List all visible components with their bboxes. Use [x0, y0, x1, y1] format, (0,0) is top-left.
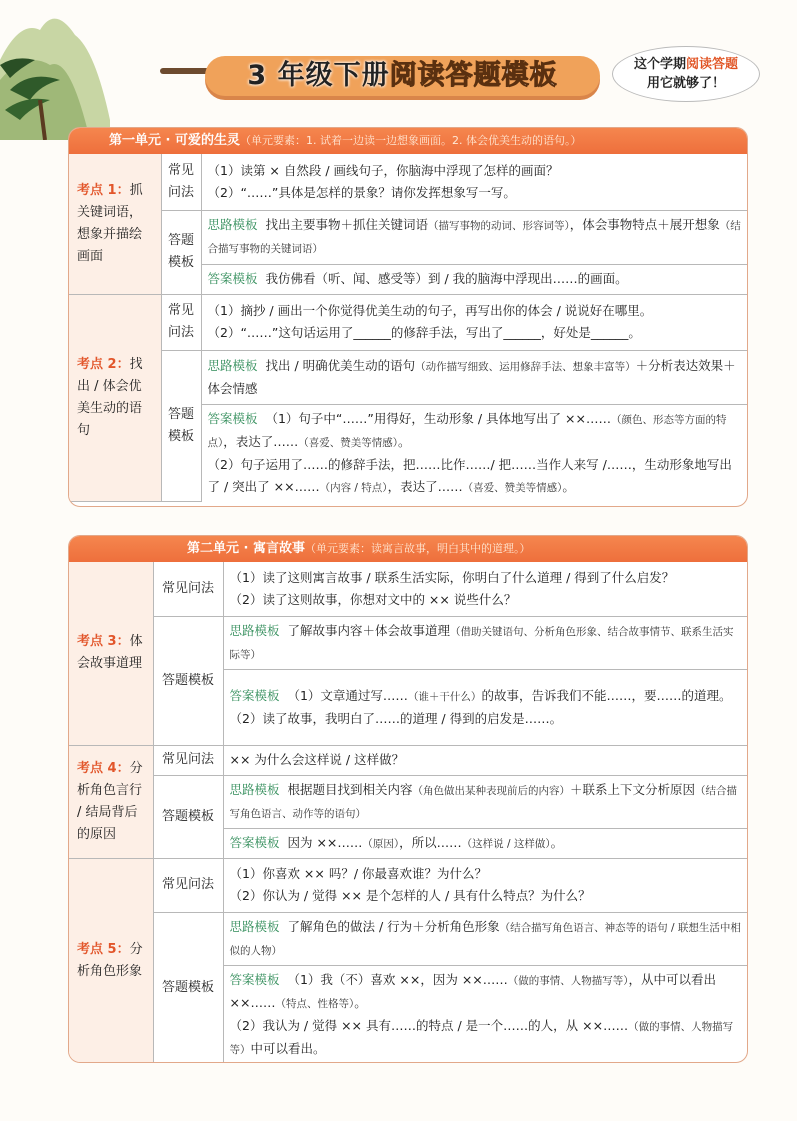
- kp4-label: 考点 4：: [77, 760, 130, 776]
- kp4-idea-text2: ＋联系上下文分析原因: [569, 781, 695, 797]
- kp4-idea-tag: 思路模板: [229, 781, 280, 797]
- unit2-section: [68, 535, 748, 1063]
- kp3-answer-tag: 答案模板: [229, 687, 280, 703]
- kp5-answer1-text2: ，从中可以看出 ××……: [229, 971, 717, 1010]
- bubble-text-a: 这个学期: [633, 57, 686, 72]
- kp3-template-label: 答题模板: [153, 616, 223, 745]
- kp5-answer1-end: 。: [354, 994, 367, 1010]
- kp3-answer1-text2: 的故事，告诉我们不能……，要……的道理。: [481, 687, 732, 703]
- kp2-idea-note: （动作描写细致、运用修辞手法、想象丰富等）: [415, 360, 636, 373]
- page-title: [205, 54, 600, 98]
- kp2-text: 找出 / 体会优美生动的语句: [77, 356, 143, 438]
- kp2-answer-tag: 答案模板: [207, 410, 258, 426]
- kp5-answer2-note: （做的事情、人物描写等）: [229, 1020, 734, 1056]
- kp5-method-1: （1）你喜欢 ×× 吗？/ 你最喜欢谁？为什么？: [229, 866, 488, 881]
- title-topic: 阅读答题模板: [389, 60, 558, 91]
- kp1-method-1: （1）读第 × 自然段 / 画线句子，你脑海中浮现了怎样的画面？: [207, 162, 559, 178]
- kp4-answer-note2: （这样说 / 这样做）: [461, 837, 551, 850]
- kp4-answer-end: 。: [550, 834, 564, 850]
- kp1-idea-note: （描写事物的动词、形容词等）: [427, 220, 570, 232]
- title-grade: 3 年级下册: [247, 60, 390, 91]
- bubble-text-highlight: 阅读答题: [686, 57, 739, 72]
- kp3-methods: [223, 562, 747, 616]
- kp2-idea-text2: ＋分析表达效果＋体会情感: [207, 357, 736, 396]
- kp2-answer1-text: （1）句子中“……”用得好，生动形象 / 具体地写出了 ××……: [265, 410, 611, 426]
- unit1-header: [69, 128, 747, 154]
- kp2-method-label: 常见问法: [161, 294, 201, 350]
- kp2-method-2: （2）“……”这句话运用了______的修辞手法，写出了______，好处是______。: [207, 325, 641, 340]
- kp5-text: 分析角色形象: [77, 941, 143, 979]
- kp5-answer-1: [230, 969, 742, 1015]
- kp1-answer-tag: 答案模板: [207, 271, 258, 286]
- kp1-methods: [201, 154, 747, 210]
- kp1-idea-note2: （结合描写事物的关键词语）: [207, 220, 741, 255]
- kp5-method-2: （2）你认为 / 觉得 ×× 是个怎样的人 / 具有什么特点？为什么？: [229, 888, 591, 903]
- kp3-answer-2: （2）读了故事，我明白了……的道理 / 得到的启发是……。: [229, 710, 563, 726]
- kp3-answer-1: [230, 685, 742, 708]
- kp2-idea-text: 找出 / 明确优美生动的语句: [265, 357, 416, 373]
- kp4-template-label: 答题模板: [153, 775, 223, 858]
- mountain-pine-decoration: [0, 0, 120, 140]
- kp2-answer2-note2: （喜爱、赞美等情感）: [462, 481, 563, 494]
- kp2-answer2-text: （2）句子运用了……的修辞手法，把……比作……/ 把……当作人来写 /……，生动形象地写出了 / 突出了 ××……: [207, 456, 732, 494]
- kp2-method-1: （1）摘抄 / 画出一个你觉得优美生动的句子，再写出你的体会 / 说说好在哪里。: [207, 303, 653, 318]
- kp4-idea: [223, 775, 747, 828]
- kp3-idea-tag: 思路模板: [229, 622, 280, 638]
- kp1-method-label: 常见问法: [161, 154, 201, 210]
- kp5-answer-tag: 答案模板: [229, 971, 280, 987]
- kp1-idea: [201, 210, 747, 264]
- kp3-answer: [223, 669, 747, 745]
- kp2-answer1-note2: （喜爱、赞美等情感）: [298, 436, 399, 449]
- kp5-idea: [223, 912, 747, 965]
- kp3-method-label: 常见问法: [153, 562, 223, 616]
- unit2-header: [69, 536, 747, 562]
- kp5-idea-text: 了解角色的做法 / 行为＋分析角色形象: [287, 918, 500, 934]
- kp1-answer-text: 我仿佛看（听、闻、感受等）到 / 我的脑海中浮现出……的画面。: [265, 271, 628, 286]
- kp5-idea-note: （结合描写角色语言、神态等的语句 / 联想生活中相似的人物）: [229, 921, 741, 957]
- kp3-answer1-note: （谁＋干什么）: [407, 690, 482, 703]
- kp4-idea-text: 根据题目找到相关内容: [287, 781, 413, 797]
- kp5-template-label: 答题模板: [153, 912, 223, 1063]
- kp3-method-1: （1）读了这则寓言故事 / 联系生活实际，你明白了什么道理 / 得到了什么启发？: [229, 569, 675, 585]
- kp4-idea-note: （角色做出某种表现前后的内容）: [412, 784, 570, 797]
- kp4-text: 分析角色言行 / 结局背后的原因: [77, 760, 143, 842]
- speech-bubble: [612, 46, 760, 102]
- kp1-answer: [201, 264, 747, 294]
- kp1-idea-tag: 思路模板: [207, 217, 258, 232]
- kp5-answer2-text: （2）我认为 / 觉得 ×× 具有……的特点 / 是一个……的人，从 ××……: [229, 1017, 629, 1033]
- kp2-answer1-end: 。: [398, 433, 411, 449]
- kp5-answer: [223, 965, 747, 1063]
- kp1-idea-text: 找出主要事物＋抓住关键词语: [265, 217, 428, 232]
- kp5-methods: [223, 858, 747, 912]
- kp1-template-label: 答题模板: [161, 210, 201, 294]
- kp3-answer1-text: （1）文章通过写……: [287, 687, 408, 703]
- kp1-cell: [69, 154, 161, 294]
- kp3-text: 体会故事道理: [77, 634, 143, 672]
- kp1-method-2: （2）“……”具体是怎样的景象？请你发挥想象写一写。: [207, 184, 516, 200]
- kp5-answer1-note: （做的事情、人物描写等）: [507, 974, 629, 987]
- kp5-idea-tag: 思路模板: [229, 918, 280, 934]
- kp2-answer1-text2: ，表达了……: [223, 433, 299, 449]
- kp5-label: 考点 5：: [77, 941, 130, 957]
- unit1-table: [69, 154, 747, 502]
- kp5-answer1-text: （1）我（不）喜欢 ××，因为 ××……: [287, 971, 508, 987]
- kp3-label: 考点 3：: [77, 634, 130, 650]
- kp2-answer-1: [208, 408, 742, 454]
- kp3-cell: [69, 562, 153, 745]
- unit1-section: [68, 127, 748, 507]
- kp3-idea: [223, 616, 747, 669]
- unit1-requirement: （单元要素：1. 试着一边读一边想象画面。2. 体会优美生动的语句。）: [240, 134, 582, 147]
- kp2-answer2-note: （内容 / 特点）: [319, 481, 388, 494]
- unit1-title: 第一单元 · 可爱的生灵: [109, 133, 240, 148]
- kp4-answer-text2: ，所以……: [399, 834, 462, 850]
- kp2-idea-tag: 思路模板: [207, 357, 258, 373]
- kp1-label: 考点 1：: [77, 182, 130, 198]
- bubble-text-line2: 用它就够了！: [646, 76, 725, 91]
- kp5-answer-2: [230, 1015, 742, 1061]
- kp1-idea-text2: ，体会事物特点＋展开想象: [569, 217, 720, 232]
- kp2-answer1-note: （颜色、形态等方面的特点）: [207, 413, 727, 449]
- kp4-cell: [69, 745, 153, 858]
- unit2-table: [69, 562, 747, 1063]
- kp3-idea-text: 了解故事内容＋体会故事道理: [287, 622, 450, 638]
- kp5-method-label: 常见问法: [153, 858, 223, 912]
- kp3-idea-note: （借助关键语句、分析角色形象、结合故事情节、联系生活实际等）: [229, 625, 734, 661]
- kp1-text: 抓关键词语，想象并描绘画面: [77, 182, 143, 264]
- kp4-answer-note: （原因）: [362, 837, 400, 850]
- kp2-methods: [201, 294, 747, 350]
- unit2-title: 第二单元 · 寓言故事: [187, 541, 305, 556]
- kp4-idea-note2: （结合描写角色语言、动作等的语句）: [229, 784, 737, 820]
- kp2-answer2-text2: ，表达了……: [387, 478, 463, 494]
- kp5-answer2-text2: 中可以看出。: [250, 1040, 326, 1056]
- kp2-template-label: 答题模板: [161, 350, 201, 502]
- kp5-answer1-note2: （特点、性格等）: [275, 997, 355, 1010]
- kp4-method-label: 常见问法: [153, 745, 223, 775]
- kp3-method-2: （2）读了这则故事，你想对文中的 ×× 说些什么？: [229, 591, 517, 607]
- kp4-method: ×× 为什么会这样说 / 这样做？: [223, 745, 747, 775]
- kp2-answer2-end: 。: [562, 478, 575, 494]
- kp4-answer-tag: 答案模板: [229, 834, 280, 850]
- kp2-idea: [201, 350, 747, 404]
- kp2-answer: [201, 404, 747, 502]
- kp2-cell: [69, 294, 161, 502]
- kp4-answer: [223, 828, 747, 858]
- kp2-answer-2: [208, 454, 742, 499]
- unit2-requirement: （单元要素：读寓言故事，明白其中的道理。）: [305, 542, 531, 555]
- kp5-cell: [69, 858, 153, 1063]
- kp4-answer-text: 因为 ××……: [287, 834, 363, 850]
- kp2-label: 考点 2：: [77, 356, 130, 372]
